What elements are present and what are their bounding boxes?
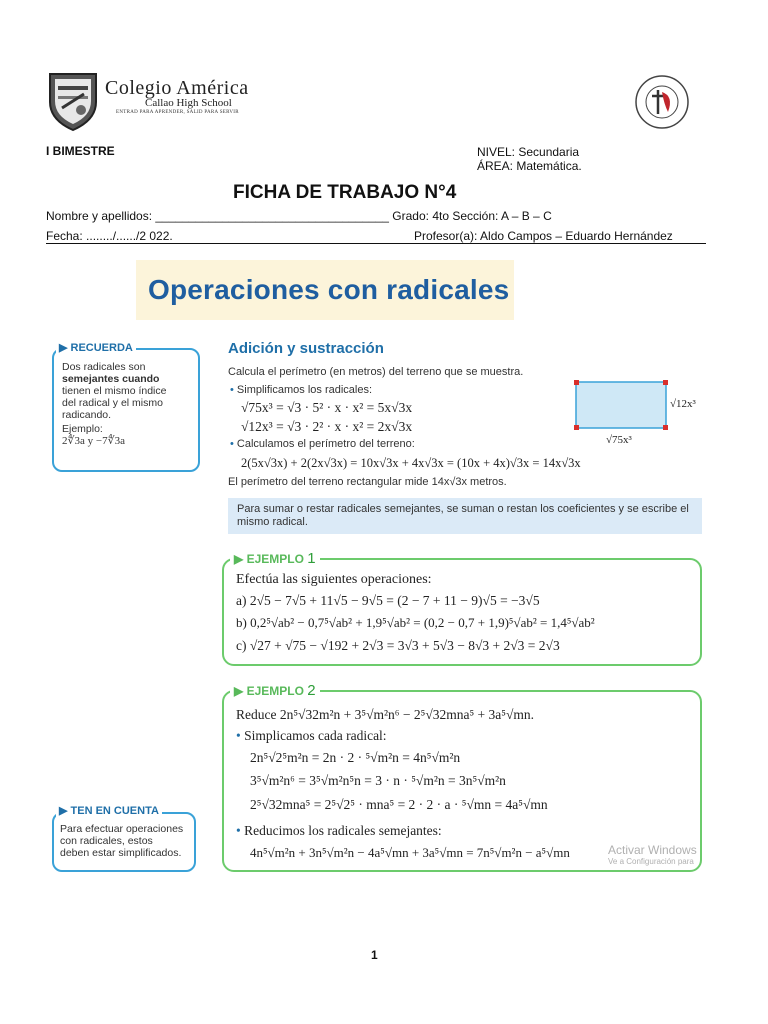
ten-en-cuenta-line: deben estar simplificados. bbox=[60, 847, 182, 859]
terrain-side-label: √12x³ bbox=[670, 398, 696, 410]
school-name: Colegio América bbox=[105, 77, 249, 99]
teacher-line: Profesor(a): Aldo Campos – Eduardo Hernández bbox=[414, 229, 673, 243]
date-line: Fecha: ......../....../2 022. bbox=[46, 229, 173, 243]
example2-prompt: Reduce 2n⁵√32m²n + 3⁵√m²n⁶ − 2⁵√32mna⁵ + 3a⁵√mn. bbox=[236, 707, 535, 722]
ten-en-cuenta-text bbox=[60, 823, 190, 859]
example2-bullet2: • Reducimos los radicales semejantes: bbox=[236, 823, 442, 838]
recuerda-text bbox=[62, 361, 192, 447]
bullet-text: Calculamos el perímetro del terreno: bbox=[236, 438, 415, 450]
recuerda-line: Dos radicales son bbox=[62, 361, 146, 373]
rule-text bbox=[237, 503, 689, 529]
example2-line: 2⁵√32mna⁵ = 2⁵√2⁵ · mna⁵ = 2 · 2 · a · ⁵√mn = 4a⁵√mn bbox=[250, 797, 548, 812]
example-number: 1 bbox=[307, 550, 316, 567]
section-intro: Calcula el perímetro (en metros) del terreno que se muestra. bbox=[228, 366, 524, 378]
topic-banner bbox=[136, 260, 514, 320]
watermark-line: Ve a Configuración para bbox=[608, 857, 694, 866]
section-heading: Adición y sustracción bbox=[228, 340, 384, 357]
equation: 2(5x√3x) + 2(2x√3x) = 10x√3x + 4x√3x = (10x + 4x)√3x = 14x√3x bbox=[241, 456, 581, 470]
church-seal bbox=[634, 74, 690, 130]
student-name-line: Nombre y apellidos: ___________________________________ Grado: 4to Sección: A – B – C bbox=[46, 209, 552, 223]
example-label-text: EJEMPLO bbox=[246, 552, 304, 566]
activation-watermark bbox=[608, 843, 697, 866]
ten-en-cuenta-line: con radicales, estos bbox=[60, 835, 153, 847]
example1-prompt: Efectúa las siguientes operaciones: bbox=[236, 572, 432, 587]
bullet-text: Reducimos los radicales semejantes: bbox=[244, 823, 442, 838]
terrain-bottom-label: √75x³ bbox=[606, 434, 632, 446]
bullet-perimeter: • Calculamos el perímetro del terreno: bbox=[230, 438, 415, 450]
school-subtitle: Callao High School bbox=[145, 97, 232, 109]
school-motto: ENTRAD PARA APRENDER, SALID PARA SERVIR bbox=[116, 110, 239, 115]
terrain-diagram bbox=[574, 380, 668, 430]
example1-a: a) 2√5 − 7√5 + 11√5 − 9√5 = (2 − 7 + 11 − 9)√5 = −3√5 bbox=[236, 593, 540, 608]
ten-en-cuenta-label: ▶ TEN EN CUENTA bbox=[56, 804, 162, 817]
ten-en-cuenta-line: Para efectuar operaciones bbox=[60, 823, 184, 835]
example2-line: 2n⁵√2⁵m²n = 2n · 2 · ⁵√m²n = 4n⁵√m²n bbox=[250, 750, 461, 765]
recuerda-label: ▶ RECUERDA bbox=[56, 341, 136, 354]
recuerda-label-text: RECUERDA bbox=[70, 342, 133, 354]
example2-line: 4n⁵√m²n + 3n⁵√m²n − 4a⁵√mn + 3a⁵√mn = 7n⁵√m²n − a⁵√mn bbox=[250, 845, 570, 860]
recuerda-ejemplo: Ejemplo: bbox=[62, 423, 103, 435]
equation: √75x³ = √3 · 5² · x · x² = 5x√3x bbox=[241, 400, 413, 415]
bullet-simplify: • Simplificamos los radicales: bbox=[230, 384, 373, 396]
rule-line: mismo radical. bbox=[237, 516, 308, 528]
bimestre-label: I BIMESTRE bbox=[46, 144, 115, 158]
recuerda-example: 2∜3a y −7∜3a bbox=[62, 435, 125, 447]
example-number: 2 bbox=[307, 682, 316, 699]
school-logo bbox=[46, 68, 100, 132]
recuerda-line: radicando. bbox=[62, 409, 112, 421]
bullet-text: Simplicamos cada radical: bbox=[244, 728, 387, 743]
area-label: ÁREA: Matemática. bbox=[477, 159, 582, 173]
ten-en-cuenta-label-text: TEN EN CUENTA bbox=[70, 805, 159, 817]
nivel-label: NIVEL: Secundaria bbox=[477, 145, 580, 159]
page-title: FICHA DE TRABAJO N°4 bbox=[233, 182, 457, 203]
recuerda-line: del radical y el mismo bbox=[62, 397, 163, 409]
watermark-line: Activar Windows bbox=[608, 843, 697, 857]
recuerda-line: tienen el mismo índice bbox=[62, 385, 167, 397]
equation: √12x³ = √3 · 2² · x · x² = 2x√3x bbox=[241, 419, 413, 434]
topic-title: Operaciones con radicales bbox=[148, 274, 510, 305]
rule-line: Para sumar o restar radicales semejantes, se suman o restan los coeficientes y se escribe el bbox=[237, 503, 689, 515]
example2-label: ▶ EJEMPLO 2 bbox=[230, 682, 320, 699]
example1-c: c) √27 + √75 − √192 + 2√3 = 3√3 + 5√3 − 8√3 + 2√3 = 2√3 bbox=[236, 638, 560, 653]
rule-box bbox=[228, 498, 702, 534]
page-number: 1 bbox=[371, 948, 378, 962]
recuerda-line: semejantes cuando bbox=[62, 373, 160, 385]
example1-b: b) 0,2⁵√ab² − 0,7⁵√ab² + 1,9⁵√ab² = (0,2 − 0,7 + 1,9)⁵√ab² = 1,4⁵√ab² bbox=[236, 615, 595, 630]
example2-bullet1: • Simplicamos cada radical: bbox=[236, 728, 387, 743]
header-rule bbox=[46, 243, 706, 244]
bullet-text: Simplificamos los radicales: bbox=[236, 384, 373, 396]
example2-line: 3⁵√m²n⁶ = 3⁵√m²n⁵n = 3 · n · ⁵√m²n = 3n⁵√m²n bbox=[250, 773, 506, 788]
example1-label: ▶ EJEMPLO 1 bbox=[230, 550, 320, 567]
section-conclusion: El perímetro del terreno rectangular mide 14x√3x metros. bbox=[228, 476, 507, 488]
example-label-text: EJEMPLO bbox=[246, 684, 304, 698]
